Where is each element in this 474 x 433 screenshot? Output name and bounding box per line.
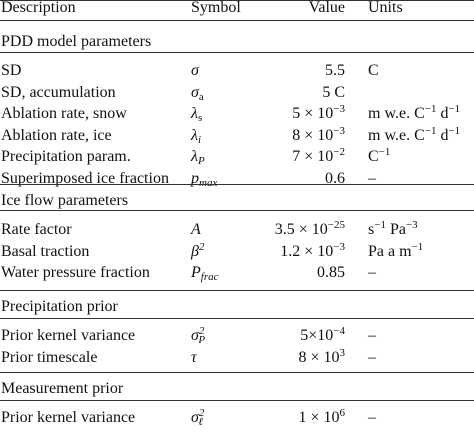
table-row	[0, 218, 474, 241]
symbol-cell	[191, 145, 205, 168]
units-exponent: −1	[424, 103, 437, 115]
header-row	[0, 0, 474, 19]
table-row	[0, 346, 474, 369]
units-tail-exponent: −3	[405, 219, 418, 231]
units-main: C	[368, 62, 379, 79]
units-main: –	[368, 327, 376, 344]
units-main: m w.e. C	[368, 126, 425, 144]
value-exponent: 3	[339, 346, 345, 359]
symbol-main: p	[191, 169, 199, 187]
header-symbol: Symbol	[191, 0, 241, 16]
value-cell	[317, 261, 345, 284]
section-title: Ice flow parameters	[1, 192, 129, 209]
section-rule-bottom	[0, 318, 474, 319]
symbol-cell	[191, 124, 201, 147]
units-cell	[368, 324, 376, 347]
value-main: 1 × 10	[298, 409, 340, 426]
description-cell: Prior kernel variance	[1, 327, 136, 344]
value-main: 8 × 10	[298, 348, 340, 366]
description-cell: SD, accumulation	[1, 83, 116, 101]
section-rule-bottom	[0, 210, 474, 211]
value-main: 1.2 × 10	[280, 242, 334, 260]
value-cell	[322, 81, 345, 104]
value-exponent: −4	[333, 325, 345, 337]
value-main: 0.85	[317, 264, 345, 281]
value-main: 5.5	[325, 62, 345, 79]
units-cell	[368, 145, 390, 168]
units-cell	[368, 261, 376, 284]
header-description: Description	[1, 0, 76, 16]
section-title: Precipitation prior	[1, 298, 118, 315]
units-exponent: −1	[374, 219, 386, 231]
table-row	[0, 124, 474, 147]
units-tail: d	[436, 126, 449, 144]
units-main: –	[368, 348, 376, 366]
symbol-subscript: s	[197, 112, 203, 124]
symbol-main: σ	[191, 327, 199, 344]
symbol-superscript: 2	[198, 240, 205, 253]
units-tail: d	[436, 105, 449, 122]
value-exponent: 6	[339, 407, 345, 419]
symbol-superscript: 2	[198, 407, 205, 419]
symbol-cell	[191, 346, 197, 369]
units-main: C	[368, 148, 379, 165]
table-row	[0, 406, 474, 429]
table-row	[0, 102, 474, 125]
value-exponent: −2	[333, 146, 345, 158]
symbol-main: τ	[191, 348, 197, 366]
description-cell: Water pressure fraction	[1, 264, 150, 281]
units-cell	[368, 102, 460, 125]
units-main: –	[368, 169, 376, 187]
table-row	[0, 324, 474, 347]
description-cell: Basal traction	[1, 242, 90, 260]
symbol-main: σ	[191, 409, 199, 426]
units-main: –	[368, 264, 376, 281]
symbol-cell	[191, 261, 219, 284]
symbol-cell	[191, 324, 205, 347]
units-tail-exponent: −1	[448, 103, 461, 115]
value-cell	[292, 124, 345, 147]
table-row	[0, 167, 474, 190]
symbol-main: σ	[191, 83, 199, 101]
description-cell: Precipitation param.	[1, 148, 131, 165]
units-tail: Pa	[385, 221, 406, 238]
symbol-superscript: 2	[198, 325, 205, 337]
symbol-subscript: frac	[200, 271, 219, 283]
symbol-main: λ	[191, 126, 198, 144]
units-main: m w.e. C	[368, 105, 425, 122]
value-cell	[292, 102, 345, 125]
table-row	[0, 59, 474, 82]
section-title: PDD model parameters	[1, 33, 152, 50]
symbol-main: λ	[191, 105, 198, 122]
units-main: Pa a m	[368, 242, 412, 260]
header-rule	[0, 20, 474, 21]
header-value: Value	[308, 0, 345, 16]
units-cell	[368, 240, 423, 263]
symbol-subscript: i	[197, 133, 201, 146]
symbol-subscript: P	[198, 334, 206, 346]
description-cell: Prior kernel variance	[1, 409, 136, 426]
units-cell	[368, 406, 376, 429]
value-cell	[292, 145, 345, 168]
description-cell: Superimposed ice fraction	[1, 169, 169, 187]
value-exponent: −3	[333, 240, 345, 253]
symbol-cell	[191, 59, 199, 82]
value-cell	[325, 167, 345, 190]
units-cell	[368, 167, 376, 190]
section-rule-top	[0, 290, 474, 291]
units-exponent: −1	[378, 146, 391, 158]
symbol-cell	[191, 81, 204, 104]
units-exponent: −1	[424, 124, 437, 137]
symbol-main: P	[191, 264, 201, 281]
section-rule-top	[0, 184, 474, 185]
units-cell	[368, 124, 460, 147]
value-main: 5 × 10	[292, 105, 334, 122]
value-cell	[298, 406, 345, 429]
symbol-cell	[191, 240, 204, 263]
value-main: 8 × 10	[292, 126, 334, 144]
units-tail-exponent: −1	[448, 124, 461, 137]
value-main: 3.5 × 10	[274, 221, 328, 238]
value-cell	[275, 218, 345, 241]
units-cell	[368, 59, 379, 82]
table-row	[0, 81, 474, 104]
value-main: 0.6	[325, 169, 345, 187]
symbol-subscript: max	[199, 176, 218, 189]
units-main: s	[368, 221, 375, 238]
table-row	[0, 145, 474, 168]
symbol-cell	[191, 167, 217, 190]
value-exponent: −3	[333, 103, 345, 115]
units-cell	[368, 218, 418, 241]
value-main: 5 C	[322, 83, 345, 101]
description-cell: Ablation rate, snow	[1, 105, 127, 122]
description-cell: Prior timescale	[1, 348, 98, 366]
symbol-cell	[191, 102, 202, 125]
value-cell	[300, 324, 345, 347]
section-rule-top	[0, 372, 474, 373]
header-units: Units	[368, 0, 403, 16]
value-main: 5×10	[300, 327, 334, 344]
units-cell	[368, 346, 376, 369]
value-cell	[280, 240, 345, 263]
section-rule-bottom	[0, 400, 474, 401]
description-cell: Ablation rate, ice	[1, 126, 112, 144]
table-row	[0, 240, 474, 263]
symbol-main: A	[191, 221, 201, 238]
symbol-subscript: P	[197, 155, 205, 167]
value-exponent: −25	[327, 219, 345, 231]
description-cell: SD	[1, 62, 22, 79]
units-exponent: −1	[411, 240, 424, 253]
table-row	[0, 261, 474, 284]
value-cell	[298, 346, 345, 369]
symbol-main: λ	[191, 148, 198, 165]
section-title: Measurement prior	[1, 380, 124, 397]
value-exponent: −3	[333, 124, 345, 137]
symbol-main: β	[191, 242, 199, 260]
symbol-cell	[191, 218, 201, 241]
value-main: 7 × 10	[292, 148, 334, 165]
symbol-subscript: ℓ	[198, 416, 203, 428]
symbol-main: σ	[191, 62, 199, 79]
section-rule-bottom	[0, 52, 474, 53]
symbol-subscript: a	[198, 90, 204, 103]
value-cell	[325, 59, 345, 82]
units-main: –	[368, 409, 376, 426]
symbol-cell	[191, 406, 203, 429]
description-cell: Rate factor	[1, 221, 72, 238]
